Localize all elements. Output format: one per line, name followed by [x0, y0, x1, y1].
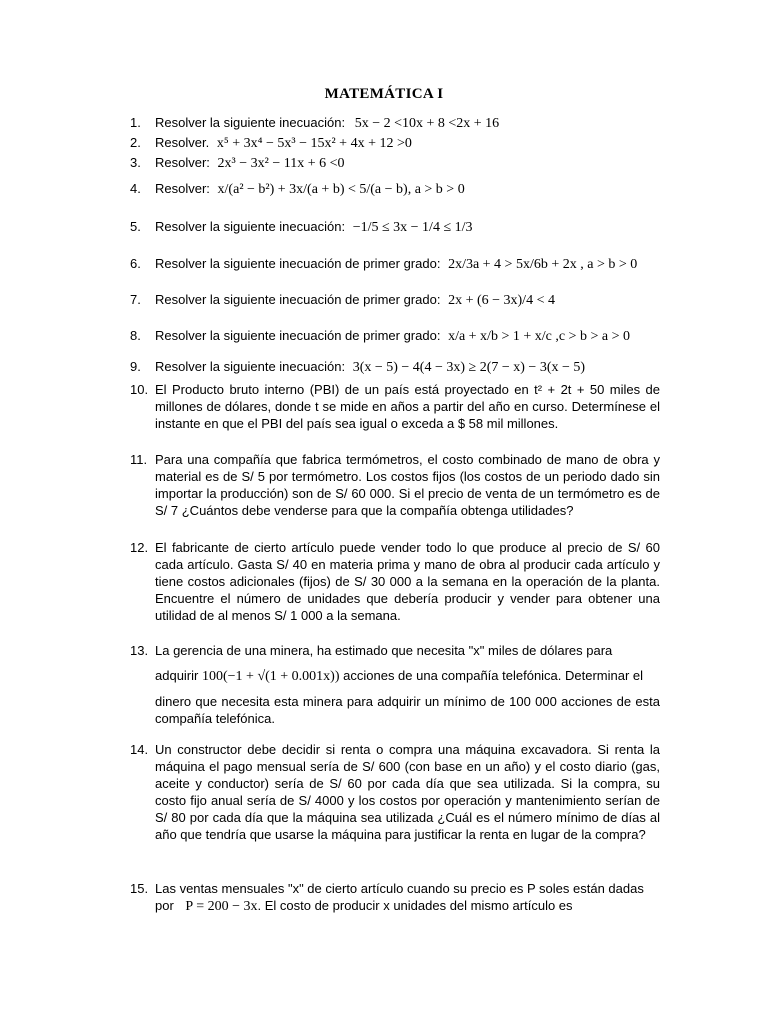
- exercise-number: 13.: [130, 643, 149, 658]
- math-expression: 2x/3a + 4 > 5x/6b + 2x , a > b > 0: [448, 257, 638, 272]
- page-title: MATEMÁTICA I: [324, 86, 444, 102]
- exercise-text: Resolver la siguiente inecuación de primer grado:: [155, 328, 441, 343]
- exercise-text: El fabricante de cierto artículo puede vender todo lo que produce al precio de S/ 60 cada artículo. Gasta S/ 40 en materia prima y mano de obra al producir cada artículo y tiene costos adicionales (fijos) de S/ 30 000 a la semana en la operación de la planta. Encuentre el número de unidades que debería producir y vender para obtener una utilidad de al menos S/ 1 000 a la semana.: [155, 540, 660, 623]
- math-expression: −1/5 ≤ 3x − 1/4 ≤ 1/3: [352, 220, 473, 235]
- exercise-number: 8.: [130, 328, 141, 343]
- exercise-text: acciones de una compañía telefónica. Determinar el: [343, 668, 644, 683]
- exercise-number: 12.: [130, 540, 149, 555]
- exercise-number: 3.: [130, 155, 141, 170]
- exercise-text: Un constructor debe decidir si renta o compra una máquina excavadora. Si renta la máquina el pago mensual sería de S/ 600 (con base en un año) y el costo diario (gas, aceite y conductor) sería de S/ 60 por cada día que sea utilizada. Si la compra, su costo fijo anual sería de S/ 4000 y los costos por operación y mantenimiento serían de S/ 80 por cada día que la máquina sea utilizada ¿Cuál es el número mínimo de días al año que tendría que usarse la máquina para justificar la renta en lugar de la compra?: [155, 742, 660, 842]
- exercise-text: Resolver:: [155, 155, 210, 170]
- exercise-text: Resolver la siguiente inecuación:: [155, 115, 346, 130]
- exercise-text: Resolver la siguiente inecuación de primer grado:: [155, 256, 441, 271]
- exercise-text: Resolver.: [155, 135, 210, 150]
- exercise-text: adquirir: [155, 668, 199, 683]
- exercise-text: La gerencia de una minera, ha estimado que necesita "x" miles de dólares para: [155, 643, 613, 658]
- exercise-text: . El costo de producir x unidades del mismo artículo es: [257, 898, 573, 913]
- exercise-number: 5.: [130, 219, 141, 234]
- exercise-number: 15.: [130, 881, 149, 896]
- math-expression: 5x − 2 <10x + 8 <2x + 16: [354, 116, 500, 131]
- exercise-number: 1.: [130, 115, 141, 130]
- math-expression: x⁵ + 3x⁴ − 5x³ − 15x² + 4x + 12 >0: [216, 136, 412, 151]
- math-expression: x/a + x/b > 1 + x/c ,c > b > a > 0: [448, 329, 630, 344]
- exercise-number: 6.: [130, 256, 141, 271]
- math-expression: 2x + (6 − 3x)/4 < 4: [448, 293, 555, 308]
- exercise-text: por: [155, 898, 174, 913]
- math-expression: x/(a² − b²) + 3x/(a + b) < 5/(a − b), a > b > 0: [217, 182, 465, 197]
- exercise-text: Resolver la siguiente inecuación:: [155, 359, 346, 374]
- exercise-number: 7.: [130, 292, 141, 307]
- exercise-number: 2.: [130, 135, 141, 150]
- exercise-number: 4.: [130, 181, 141, 196]
- math-expression: 2x³ − 3x² − 11x + 6 <0: [217, 156, 345, 171]
- math-expression: 3(x − 5) − 4(4 − 3x) ≥ 2(7 − x) − 3(x − 5): [352, 360, 586, 375]
- exercise-number: 11.: [130, 452, 148, 467]
- math-expression: P = 200 − 3x: [185, 899, 258, 914]
- math-expression: 100(−1 + √(1 + 0.001x)): [201, 669, 340, 684]
- exercise-text: El Producto bruto interno (PBI) de un país está proyectado en t² + 2t + 50 miles de millones de dólares, donde t se mide en años a partir del año en curso. Determínese el instante en que el PBI del país sea igual o exceda a $ 58 mil millones.: [155, 382, 660, 431]
- exercise-number: 10.: [130, 382, 149, 397]
- exercise-text: Las ventas mensuales "x" de cierto artículo cuando su precio es P soles están dadas: [155, 881, 644, 896]
- exercise-number: 9.: [130, 359, 141, 374]
- exercise-text: Resolver la siguiente inecuación:: [155, 219, 346, 234]
- exercise-text: dinero que necesita esta minera para adquirir un mínimo de 100 000 acciones de esta compañía telefónica.: [155, 694, 660, 726]
- exercise-text: Resolver la siguiente inecuación de primer grado:: [155, 292, 441, 307]
- exercise-text: Para una compañía que fabrica termómetros, el costo combinado de mano de obra y material es de S/ 5 por termómetro. Los costos fijos (los costos de un periodo dado sin importar la producción) son de S/ 60 000. Si el precio de venta de un termómetro es de S/ 7 ¿Cuántos debe venderse para que la compañía obtenga utilidades?: [155, 452, 660, 518]
- exercise-number: 14.: [130, 742, 149, 757]
- exercise-text: Resolver:: [155, 181, 210, 196]
